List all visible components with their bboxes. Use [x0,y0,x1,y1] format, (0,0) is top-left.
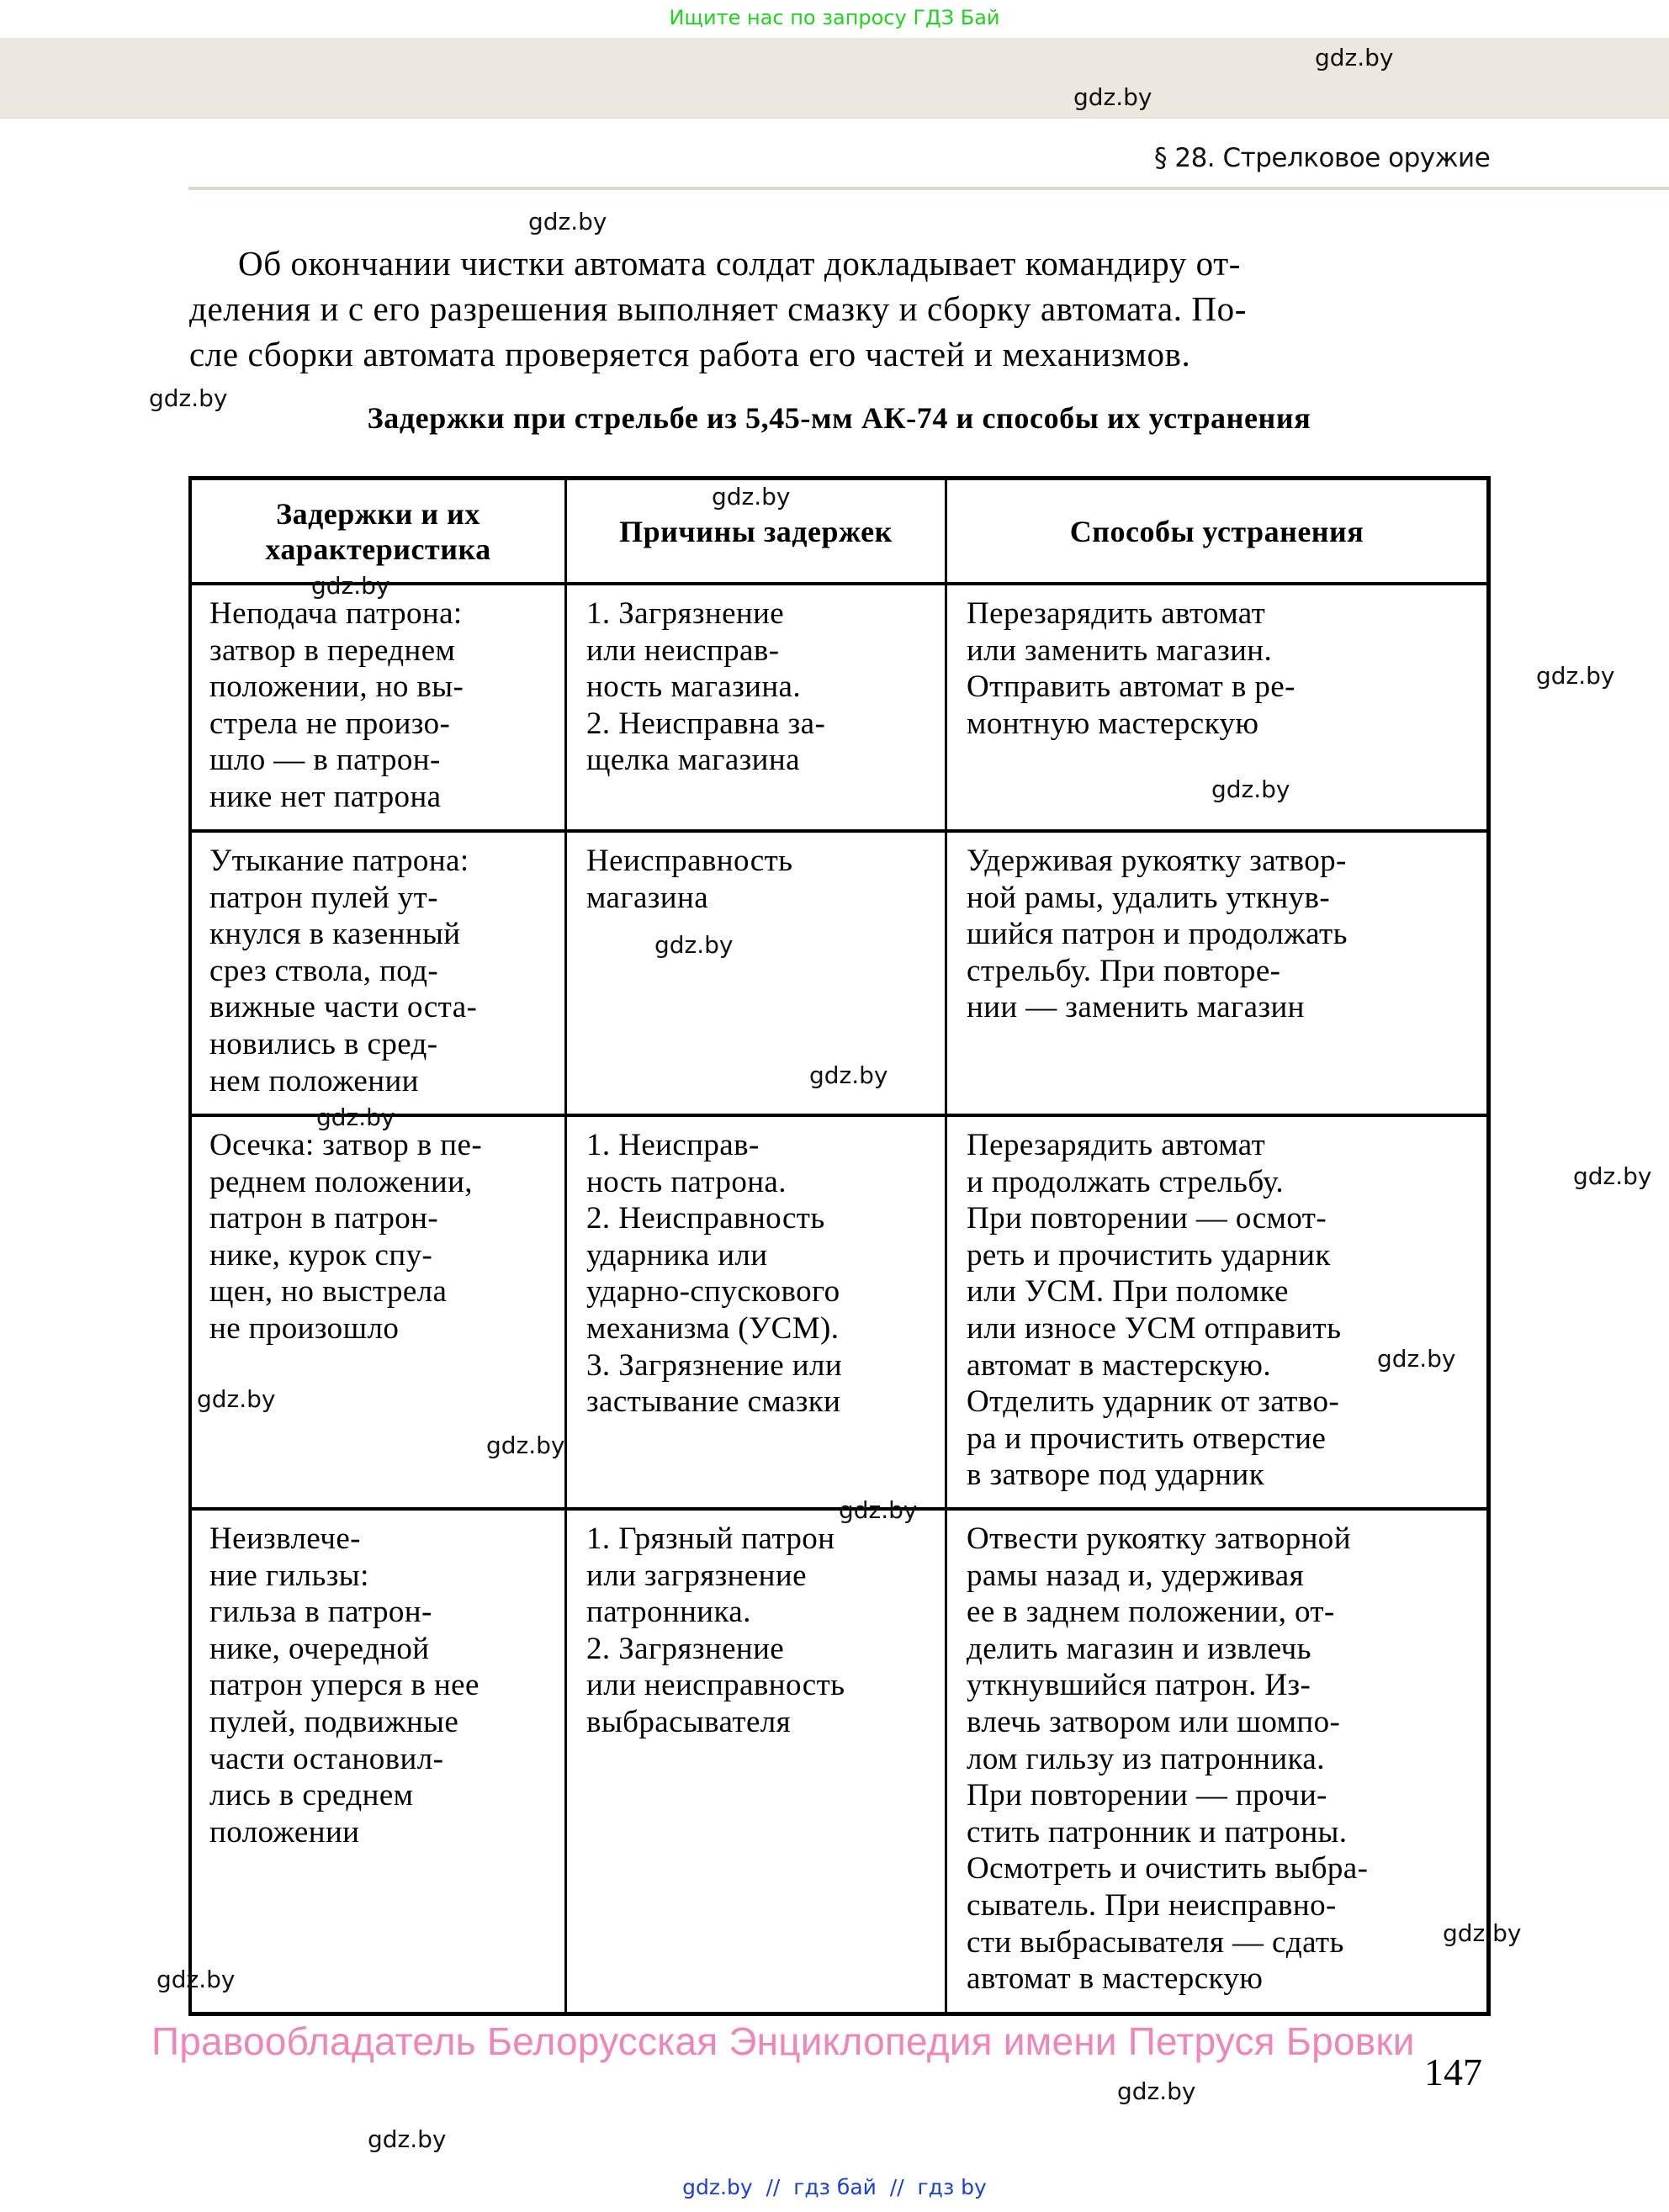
delays-table [188,476,1491,2016]
cell-line: ударно-спускового [586,1274,840,1310]
cell-line: Перезарядить автомат [967,596,1266,631]
table-col-divider [945,476,947,2016]
watermark: gdz.by [528,208,607,235]
cell-line: нике нет патрона [209,779,442,814]
cell-line: пулей, подвижные [209,1704,459,1739]
table-cell-delay [209,1521,480,1850]
cell-line: или неисправ- [586,632,780,668]
watermark: gdz.by [149,384,228,412]
cell-line: рамы назад и, удерживая [967,1558,1304,1593]
cell-line: Неподача патрона: [209,596,463,631]
cell-line: автомат в мастерскую [967,1961,1264,1997]
watermark: gdz.by [809,1061,888,1089]
table-cell-delay [209,595,464,816]
cell-line: Удерживая рукоятку затвор- [967,844,1347,878]
watermark: gdz.by [486,1431,565,1459]
watermark: gdz.by [1211,775,1290,803]
watermark: gdz.by [368,2125,447,2153]
cell-line: или износе УСМ отправить [967,1310,1342,1346]
paragraph-line: Об окончании чистки автомата солдат докладывает командиру от- [238,244,1241,283]
header-line: характеристика [265,532,491,566]
cell-line: патрон уперся в нее [209,1668,480,1703]
cell-line: ние гильзы: [209,1558,369,1593]
section-running-head: § 28. Стрелковое оружие [1154,143,1491,173]
header-remedies [947,480,1486,582]
header-line: Задержки и их [276,496,480,531]
cell-line: При повторении — осмот- [967,1201,1327,1236]
cell-line: новились в сред- [209,1026,438,1061]
header-line: Причины задержек [619,514,893,548]
cell-line: ра и прочистить отверстие [967,1421,1327,1456]
table-cell-causes [586,595,825,779]
table-cell-remedies [967,843,1348,1026]
cell-line: патронника. [586,1595,751,1630]
watermark: gdz.by [1315,44,1394,71]
cell-line: части остановил- [209,1741,444,1776]
cell-line: 2. Неисправность [586,1201,825,1236]
table-cell-remedies [967,1521,1368,1998]
cell-line: делить магазин и извлечь [967,1631,1311,1666]
header-band [0,38,1669,119]
cell-line: в затворе под ударник [967,1458,1265,1493]
table-col-divider [564,476,567,2016]
header-delays [192,480,564,582]
cell-line: нике, очередной [209,1631,430,1666]
cell-line: Неисправность [586,844,793,878]
table-cell-causes [586,1127,842,1421]
watermark: gdz.by [712,483,791,511]
footer-links[interactable]: gdz.by // гдз бай // гдз by [682,2175,987,2199]
table-cell-delay [209,1127,482,1347]
table-cell-causes [586,1521,845,1741]
cell-line: или заменить магазин. [967,632,1273,668]
cell-line: или УСМ. При поломке [967,1274,1289,1310]
watermark: gdz.by [1377,1345,1456,1373]
cell-line: шийся патрон и продолжать [967,917,1348,952]
search-banner: Ищите нас по запросу ГДЗ Бай [669,6,1000,29]
watermark: gdz.by [1117,2077,1196,2105]
cell-line: уткнувшийся патрон. Из- [967,1668,1311,1703]
body-paragraph [189,241,1489,377]
cell-line: патрон в патрон- [209,1201,439,1236]
cell-line: магазина [586,880,709,915]
table-border-left [188,476,192,2016]
rights-holder-notice: Правообладатель Белорусская Энциклопедия имени Петруся Бровки [151,2019,1415,2063]
header-divider [188,187,1669,190]
cell-line: ударника или [586,1237,768,1273]
cell-line: Осечка: затвор в пе- [209,1128,483,1162]
page-number: 147 [1424,2051,1482,2093]
watermark: gdz.by [1536,662,1615,690]
cell-line: выбрасывателя [586,1704,792,1739]
cell-line: Осмотреть и очистить выбра- [967,1851,1369,1887]
table-cell-delay [209,843,477,1099]
cell-line: 2. Неисправна за- [586,706,826,741]
cell-line: 2. Загрязнение [586,1631,785,1666]
cell-line: лись в среднем [209,1778,414,1813]
cell-line: щелка магазина [586,743,800,778]
cell-line: вижные части оста- [209,990,478,1025]
watermark: gdz.by [156,1966,236,1993]
cell-line: нии — заменить магазин [967,990,1305,1025]
cell-line: ной рамы, удалить уткнув- [967,880,1331,915]
paragraph-line: деления и с его разрешения выполняет смазку и сборку автомата. По- [189,289,1247,328]
cell-line: 1. Загрязнение [586,596,785,631]
table-cell-remedies [967,1127,1341,1494]
cell-line: ее в заднем положении, от- [967,1595,1335,1630]
cell-line: ность магазина. [586,669,802,705]
cell-line: 1. Грязный патрон [586,1521,835,1556]
watermark: gdz.by [1573,1162,1652,1190]
watermark: gdz.by [1443,1919,1522,1947]
watermark: gdz.by [654,931,734,959]
cell-line: не произошло [209,1310,400,1346]
watermark: gdz.by [1073,83,1152,111]
cell-line: 3. Загрязнение или [586,1347,843,1383]
cell-line: сти выбрасывателя — сдать [967,1924,1344,1960]
cell-line: ность патрона. [586,1164,787,1199]
table-cell-remedies [967,595,1295,742]
table-cell-causes [586,843,792,916]
cell-line: автомат в мастерскую. [967,1347,1271,1383]
cell-line: лом гильзу из патронника. [967,1741,1325,1776]
cell-line: шло — в патрон- [209,743,441,778]
cell-line: нике, курок спу- [209,1237,433,1273]
cell-line: затвор в переднем [209,632,456,668]
cell-line: Неизвлече- [209,1521,361,1556]
cell-line: и продолжать стрельбу. [967,1164,1284,1199]
cell-line: или неисправность [586,1668,845,1703]
cell-line: стрела не произо- [209,706,451,741]
cell-line: При повторении — прочи- [967,1778,1327,1813]
cell-line: срез ствола, под- [209,953,439,988]
cell-line: или загрязнение [586,1558,807,1593]
cell-line: Перезарядить автомат [967,1128,1266,1162]
cell-line: патрон пулей ут- [209,880,438,915]
watermark: gdz.by [839,1496,918,1524]
cell-line: гильза в патрон- [209,1595,432,1630]
cell-line: положении, но вы- [209,669,464,705]
header-line: Способы устранения [1069,514,1364,548]
cell-line: Отвести рукоятку затворной [967,1521,1351,1556]
cell-line: реднем положении, [209,1164,473,1199]
cell-line: сыватель. При неисправно- [967,1887,1337,1923]
cell-line: влечь затвором или шомпо- [967,1704,1341,1739]
table-caption: Задержки при стрельбе из 5,45-мм АК-74 и способы их устранения [367,401,1311,435]
cell-line: реть и прочистить ударник [967,1237,1331,1273]
table-row-divider [188,829,1491,833]
cell-line: Отправить автомат в ре- [967,669,1295,705]
cell-line: щен, но выстрела [209,1274,448,1310]
cell-line: стрельбу. При повторе- [967,953,1281,988]
watermark: gdz.by [197,1385,276,1413]
paragraph-line: сле сборки автомата проверяется работа его частей и механизмов. [189,335,1191,373]
cell-line: положении [209,1814,360,1850]
cell-line: Отделить ударник от затво- [967,1384,1340,1420]
table-border-bottom [188,2012,1491,2016]
watermark: gdz.by [316,1103,395,1131]
cell-line: стить патронник и патроны. [967,1814,1348,1850]
cell-line: Утыкание патрона: [209,844,469,878]
cell-line: монтную мастерскую [967,706,1259,741]
cell-line: кнулся в казенный [209,917,461,952]
cell-line: застывание смазки [586,1384,841,1420]
cell-line: 1. Неисправ- [586,1128,760,1162]
cell-line: нем положении [209,1063,419,1098]
table-border-right [1486,476,1491,2016]
cell-line: механизма (УСМ). [586,1310,840,1346]
watermark: gdz.by [311,572,390,600]
